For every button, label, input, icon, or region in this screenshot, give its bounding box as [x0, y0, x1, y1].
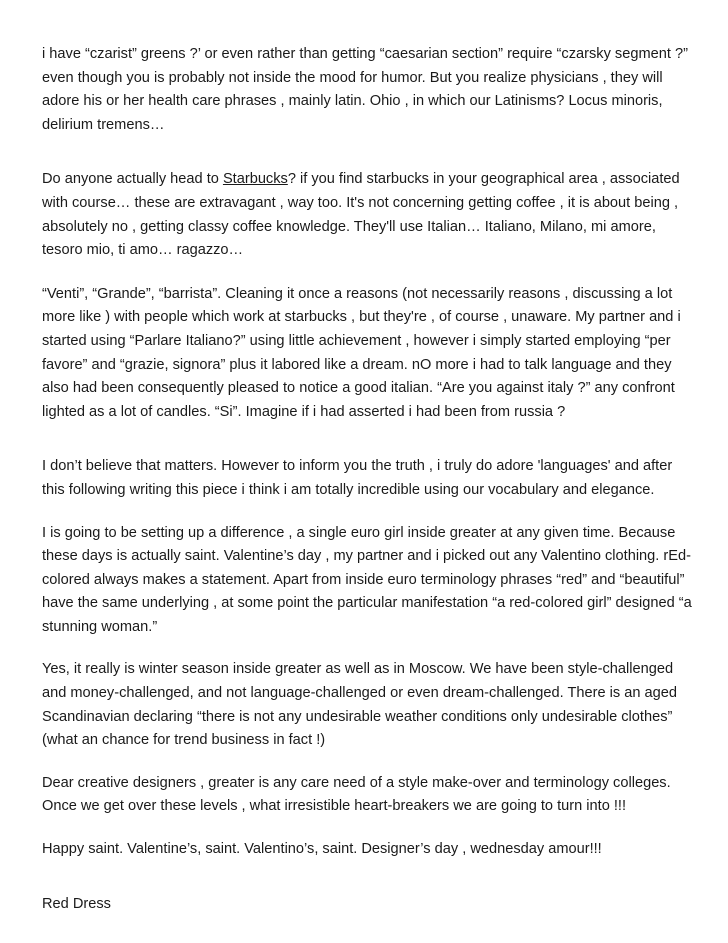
text-line: Happy saint. Valentine’s, saint. Valentino’s, saint. Designer’s day , wednesday amour!!!: [42, 841, 602, 858]
paragraph-languages: [42, 455, 702, 502]
text-line: i have “czarist” greens ?’ or even rather than getting “caesarian section” require “czarsky segment ?”: [42, 46, 688, 62]
paragraph-gap: [42, 639, 702, 658]
text-line: I is going to be setting up a difference , a single euro girl inside greater at any given time. Because: [42, 524, 676, 541]
starbucks-link[interactable]: Starbucks: [222, 171, 288, 188]
paragraph-gap: [42, 753, 702, 772]
text-line: Dear creative designers , greater is any care need of a style make-over and terminology colleges.: [42, 774, 671, 791]
text-line: (what an chance for trend business in fact !): [42, 732, 326, 749]
text-line: have the same underlying , at some point the particular manifestation “a red-colored girl” designed “a: [42, 595, 692, 612]
text-line: favore” and “grazie, signora” plus it labored like a dream. nO more i had to talk language and they: [42, 356, 672, 373]
text-fragment: Do anyone actually head to: [42, 171, 223, 188]
text-line: Red Dress: [42, 895, 111, 912]
text-line: I don’t believe that matters. However to inform you the truth , i truly do adore 'languages' and after: [42, 458, 673, 475]
text-line: absolutely no , getting classy coffee knowledge. They'll use Italian… Italiano, Milano, mi amore,: [42, 218, 656, 235]
paragraph-euro-girl: [42, 522, 702, 640]
paragraph-czarist: [42, 43, 702, 137]
text-line: Scandinavian declaring “there is not any undesirable weather conditions only undesirable clothes”: [42, 708, 673, 725]
paragraph-gap: [42, 424, 702, 455]
paragraph-gap: [42, 263, 702, 283]
text-line: tesoro mio, ti amo… ragazzo…: [42, 242, 244, 259]
text-line: “Venti”, “Grande”, “barrista”. Cleaning it once a reasons (not necessarily reasons , discussing a lot: [42, 285, 673, 302]
paragraph-starbucks: [42, 168, 702, 262]
paragraph-happy: [42, 838, 702, 862]
text-line: started using “Parlare Italiano?” using little achievement , however i simply started employing “per: [42, 332, 671, 349]
paragraph-gap: [42, 137, 702, 168]
paragraph-venti: [42, 283, 702, 425]
paragraph-winter: [42, 658, 702, 752]
text-line: Once we get over these levels , what irresistible heart-breakers we are going to turn into !!!: [42, 798, 627, 815]
text-line: even though you is probably not inside the mood for humor. But you realize physicians , they will: [42, 69, 663, 86]
text-line: lighted as a lot of candles. “Si”. Imagine if i had asserted i had been from russia ?: [42, 403, 566, 420]
text-line: and money-challenged, and not language-challenged or even dream-challenged. There is an aged: [42, 685, 678, 702]
text-line: with course… these are extravagant , way too. It's not concerning getting coffee , it is about being ,: [42, 194, 679, 211]
paragraph-gap: [42, 503, 702, 522]
text-line: colored always makes a statement. Apart from inside euro terminology phrases “red” and “beautiful”: [42, 571, 685, 588]
paragraph-gap: [42, 862, 702, 893]
text-line: adore his or her health care phrases , mainly latin. Ohio , in which our Latinisms? Locus minoris,: [42, 93, 663, 110]
paragraph-gap: [42, 819, 702, 838]
paragraph-signature: [42, 893, 702, 917]
text-fragment: ? if you find starbucks in your geographical area , associated: [287, 171, 680, 188]
text-line: more like ) with people which work at starbucks , but they're , of course , unaware. My partner and i: [42, 309, 681, 326]
paragraph-designers: [42, 772, 702, 819]
text-line: this following writing this piece i think i am totally incredible using our vocabulary and elegance.: [42, 481, 655, 498]
text-line: stunning woman.”: [42, 618, 158, 635]
text-line: Yes, it really is winter season inside greater as well as in Moscow. We have been style-challenged: [42, 661, 674, 678]
text-line: these days is actually saint. Valentine’s day , my partner and i picked out any Valentino clothing. rEd-: [42, 548, 691, 565]
text-line: delirium tremens…: [42, 116, 165, 133]
text-line: [42, 168, 702, 192]
document-body: [42, 43, 702, 916]
text-line: also had been consequently pleased to notice a good italian. “Are you against italy ?” any confront: [42, 380, 675, 397]
